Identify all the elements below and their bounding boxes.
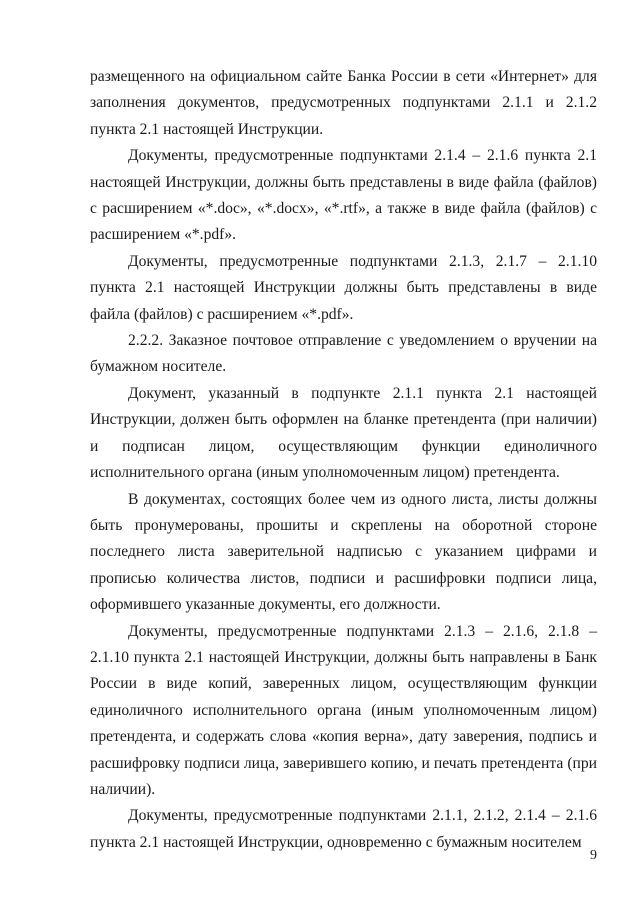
paragraph-simultaneous: Документы, предусмотренные подпунктами 2.1.1, 2.1.2, 2.1.4 – 2.1.6 пункта 2.1 настоящей Инструкции, одновременно с бумажным носителем — [90, 807, 597, 851]
paragraph-pdf-format: Документы, предусмотренные подпунктами 2.1.3, 2.1.7 – 2.1.10 пункта 2.1 настоящей Инструкции должны быть представлены в виде файла (файлов) с расширением «*.pdf». — [90, 252, 597, 323]
paragraph-continuation: размещенного на официальном сайте Банка России в сети «Интернет» для заполнения документов, предусмотренных подпунктами 2.1.1 и 2.1.2 пункта 2.1 настоящей Инструкции. — [90, 68, 597, 138]
paragraph-letterhead: Документ, указанный в подпункте 2.1.1 пункта 2.1 настоящей Инструкции, должен быть оформлен на бланке претендента (при наличии) и подписан лицом, осуществляющим функции единоличного исполнительного органа (иным уполномоченным лицом) претендента. — [90, 384, 597, 482]
body-text — [90, 64, 597, 856]
paragraph-multi-sheet: В документах, состоящих более чем из одного листа, листы должны быть пронумерованы, прошиты и скреплены на оборотной стороне последнего листа заверительной надписью с указанием цифрами и прописью количества листов, подписи и расшифровки подписи лица, оформившего указанные документы, его должности. — [90, 490, 597, 614]
paragraph-registered-mail: 2.2.2. Заказное почтовое отправление с уведомлением о вручении на бумажном носителе. — [90, 332, 597, 376]
paragraph-doc-formats: Документы, предусмотренные подпунктами 2.1.4 – 2.1.6 пункта 2.1 настоящей Инструкции, должны быть представлены в виде файла (файлов) с расширением «*.doc», «*.docx», «*.rtf», а также в виде файла (файлов) с расширением «*.pdf». — [90, 147, 597, 244]
paragraph-certified-copies: Документы, предусмотренные подпунктами 2.1.3 – 2.1.6, 2.1.8 – 2.1.10 пункта 2.1 настоящей Инструкции, должны быть направлены в Банк России в виде копий, заверенных лицом, осуществляющим функции единоличного исполнительного органа (иным уполномоченным лицом) претендента, и содержать слова «копия верна», дату заверения, подпись и расшифровку подписи лица, заверившего копию, и печать претендента (при наличии). — [90, 622, 597, 798]
page-number: 9 — [590, 848, 597, 863]
